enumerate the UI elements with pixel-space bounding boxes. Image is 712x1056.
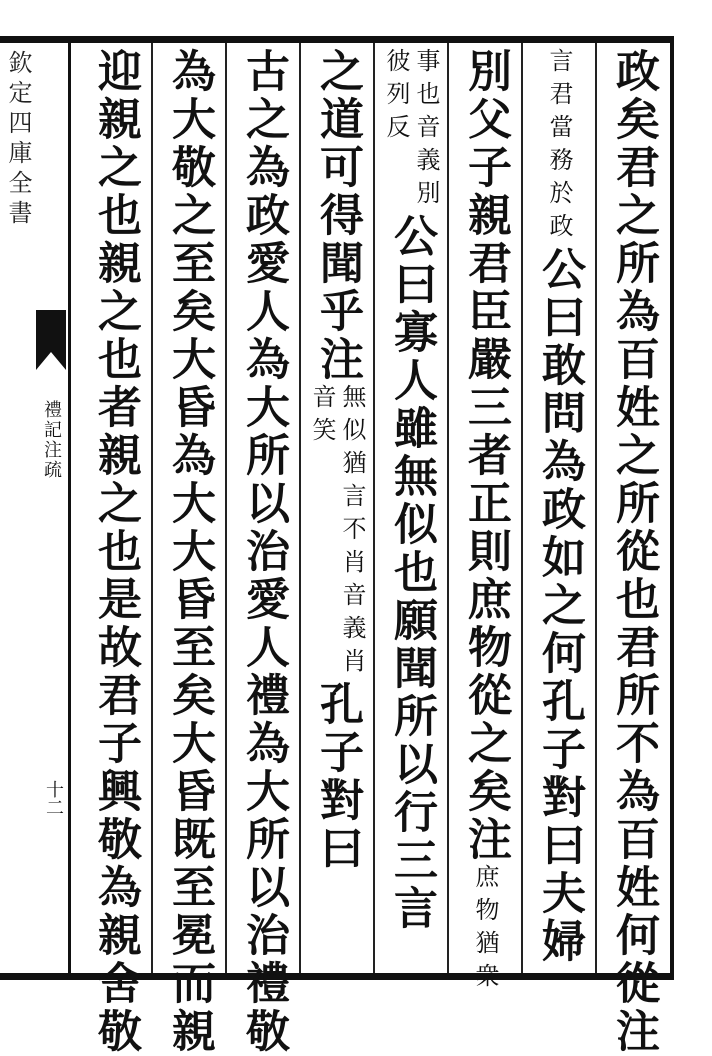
main-text: 公曰寡人雖無似也願聞所以行三言 bbox=[386, 213, 437, 933]
main-text: 孔子對曰 bbox=[312, 681, 363, 873]
collection-title: 欽定四庫全書 bbox=[4, 50, 32, 230]
main-text: 公曰敢問為政如之何孔子對曰夫婦 bbox=[534, 246, 585, 966]
commentary-note bbox=[182, 384, 492, 681]
text-column bbox=[526, 48, 592, 968]
note-left-line: 彼列反 bbox=[382, 48, 410, 147]
page-number: 十二 bbox=[43, 780, 64, 816]
text-column bbox=[230, 48, 296, 1056]
column-rule bbox=[225, 43, 227, 973]
book-title: 禮記注疏 bbox=[41, 400, 62, 480]
main-text: 迎親之也親之也者親之也是故君子興敬為親舍敬 bbox=[90, 48, 141, 1056]
main-text: 為大敬之至矣大昏為大大昏至矣大昏既至冕而親 bbox=[164, 48, 215, 1056]
commentary-note bbox=[429, 864, 541, 996]
main-text: 政矣君之所為百姓之所從也君所不為百姓何從注 bbox=[608, 48, 659, 1056]
text-column bbox=[156, 48, 222, 1056]
text-column bbox=[304, 48, 370, 968]
main-text: 古之為政愛人為大所以治愛人禮為大所以治禮敬 bbox=[238, 48, 289, 1056]
main-text: 別父子親君臣嚴三者正則庶物從之矣注 bbox=[460, 48, 511, 864]
note-right-line: 無似猶言不肖音義肖 bbox=[338, 384, 366, 681]
note-left-line: 音笑 bbox=[308, 384, 336, 450]
column-rule bbox=[299, 43, 301, 973]
note-right-line: 言君當務於政 bbox=[545, 48, 573, 246]
note-right-line: 事也音義別 bbox=[412, 48, 440, 213]
main-text: 之道可得聞乎注 bbox=[312, 48, 363, 384]
column-rule bbox=[151, 43, 153, 973]
note-right-line: 庶物猶衆 bbox=[471, 864, 499, 996]
text-column bbox=[82, 48, 148, 1056]
